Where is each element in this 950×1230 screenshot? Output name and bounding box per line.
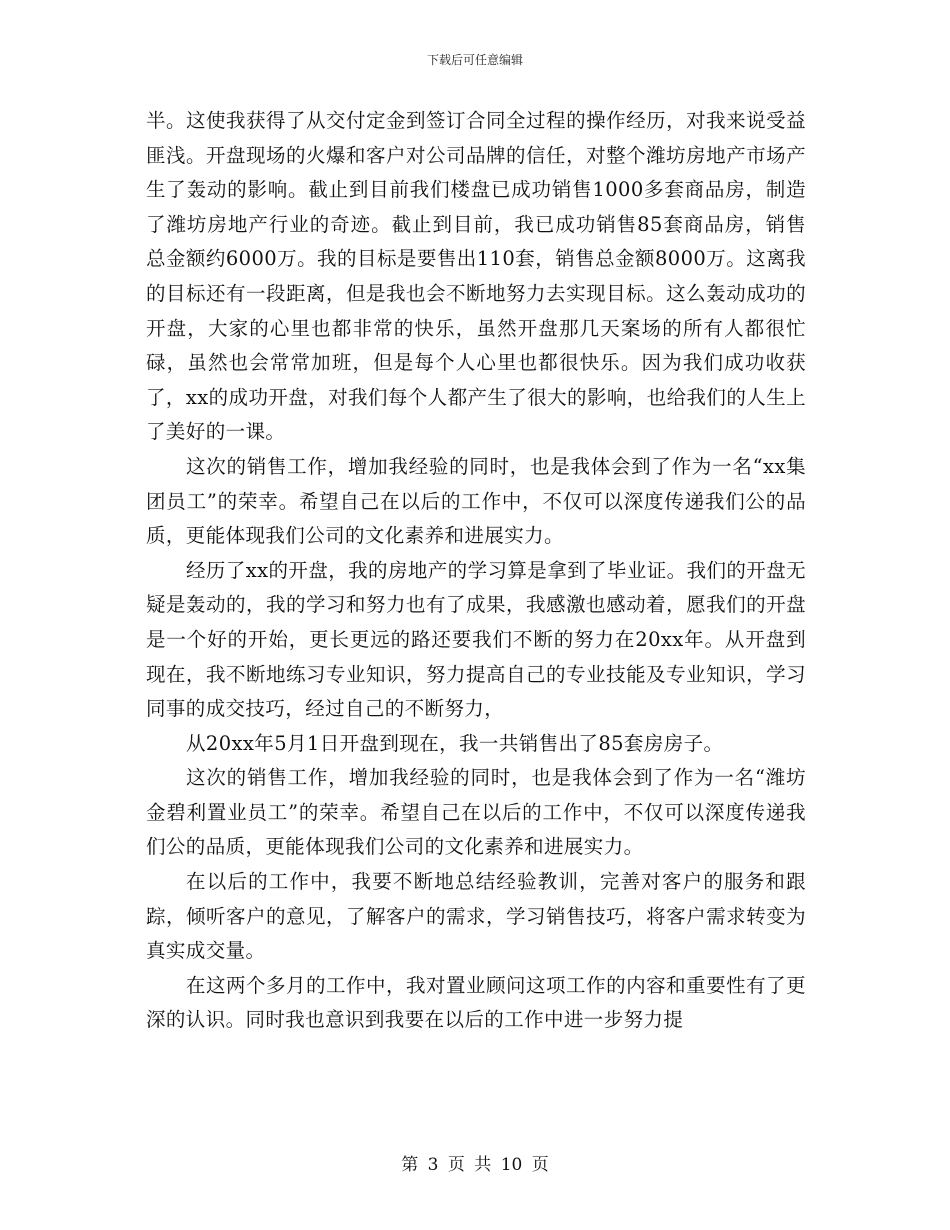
paragraph-3: 经历了xx的开盘，我的房地产的学习算是拿到了毕业证。我们的开盘无疑是轰动的，我的学习和努力也有了成果，我感激也感动着，愿我们的开盘是一个好的开始，更长更远的路还要我们不断的努力在20xx年。从开盘到现在，我不断地练习专业知识，努力提高自己的专业技能及专业知识，学习同事的成交技巧，经过自己的不断努力， xyxy=(146,558,806,721)
paragraph-7: 在这两个多月的工作中，我对置业顾问这项工作的内容和重要性有了更深的认识。同时我也意识到我要在以后的工作中进一步努力提 xyxy=(146,973,806,1032)
document-body xyxy=(146,104,806,1038)
paragraph-5: 这次的销售工作，增加我经验的同时，也是我体会到了作为一名“潍坊金碧利置业员工”的荣幸。希望自己在以后的工作中，不仅可以深度传递我们公的品质，更能体现我们公司的文化素养和进展实力。 xyxy=(146,766,806,859)
paragraph-2: 这次的销售工作，增加我经验的同时，也是我体会到了作为一名“xx集团员工”的荣幸。希望自己在以后的工作中，不仅可以深度传递我们公的品质，更能体现我们公司的文化素养和进展实力。 xyxy=(146,454,806,548)
paragraph-1: 半。这使我获得了从交付定金到签订合同全过程的操作经历，对我来说受益匪浅。开盘现场的火爆和客户对公司品牌的信任，对整个潍坊房地产市场产生了轰动的影响。截止到目前我们楼盘已成功销售1000多套商品房，制造了潍坊房地产行业的奇迹。截止到目前，我已成功销售85套商品房，销售总金额约6000万。我的目标是要售出110套，销售总金额8000万。这离我的目标还有一段距离，但是我也会不断地努力去实现目标。这么轰动成功的开盘，大家的心里也都非常的快乐，虽然开盘那几天案场的所有人都很忙碌，虽然也会常常加班，但是每个人心里也都很快乐。因为我们成功收获了，xx的成功开盘，对我们每个人都产生了很大的影响，也给我们的人生上了美好的一课。 xyxy=(146,109,806,444)
paragraph-4: 从20xx年5月1日开盘到现在，我一共销售出了85套房房子。 xyxy=(186,731,724,755)
paragraph-6: 在以后的工作中，我要不断地总结经验教训，完善对客户的服务和跟踪，倾听客户的意见，了解客户的需求，学习销售技巧，将客户需求转变为真实成交量。 xyxy=(146,870,806,963)
page-number-footer: 第 3 页 共 10 页 xyxy=(401,1155,549,1175)
page-header-note: 下载后可任意编辑 xyxy=(426,53,523,67)
